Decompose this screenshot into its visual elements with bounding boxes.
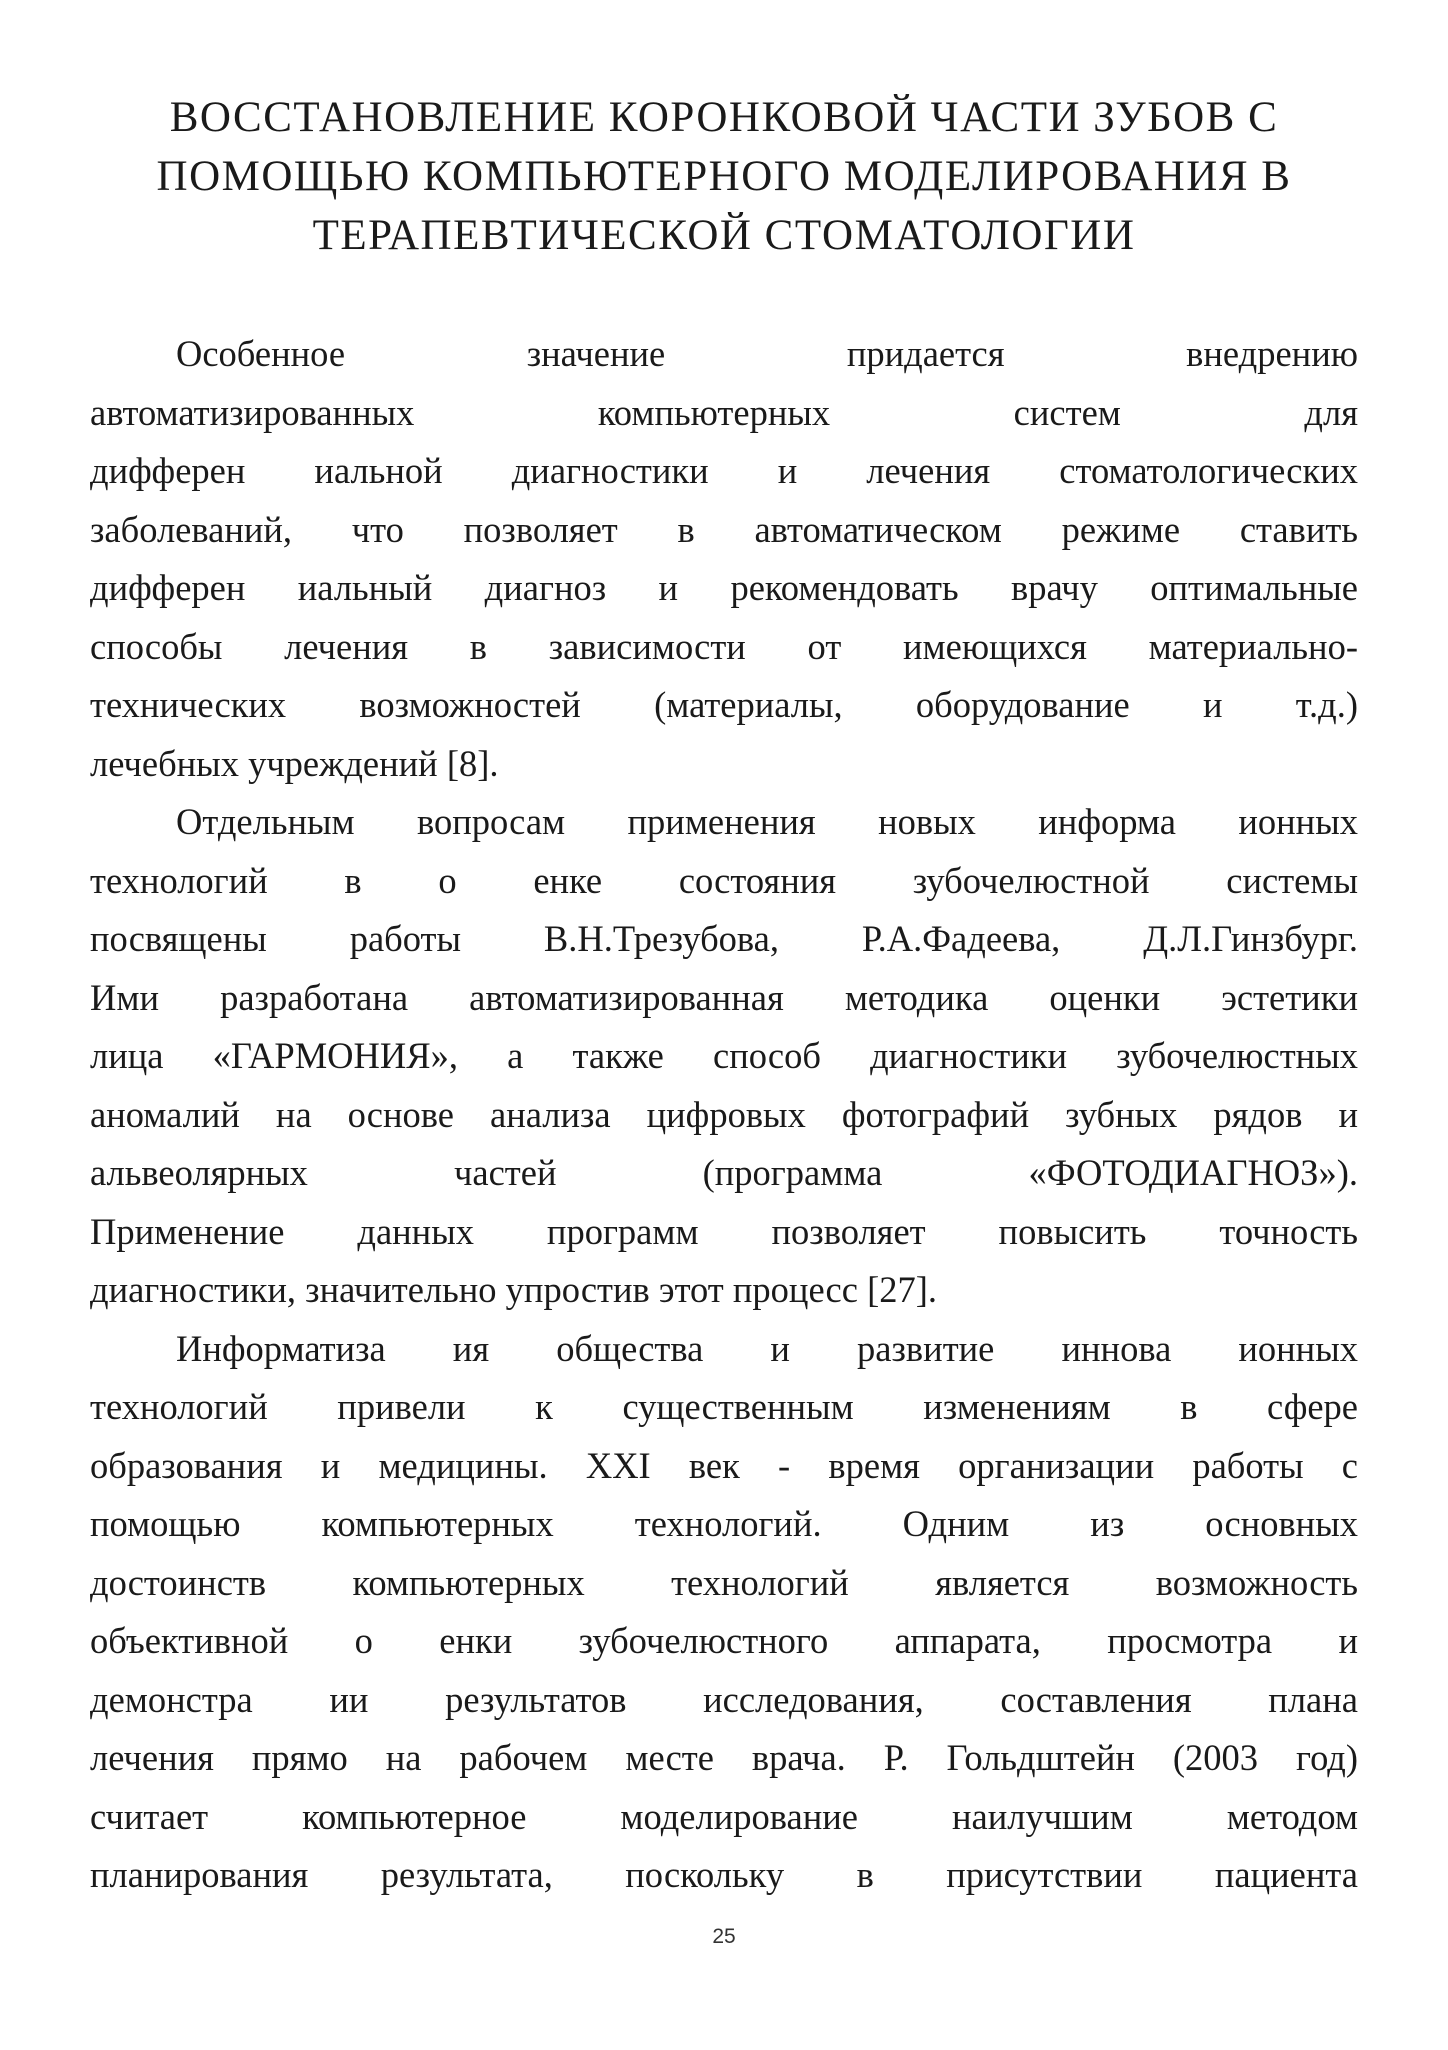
paragraph-2	[90, 793, 1358, 1320]
text-line: считает компьютерное моделирование наилучшим методом	[90, 1795, 1358, 1837]
text-line: технологий в о енке состояния зубочелюстной системы	[90, 859, 1358, 901]
text-line: Отдельным вопросам применения новых информа ионных	[176, 801, 1358, 842]
text-line: Особенное значение придается внедрению	[176, 333, 1358, 374]
text-line: технологий привели к существенным изменениям в сфере	[90, 1386, 1358, 1427]
text-line: образования и медицины. XXI век - время организации работы с	[90, 1444, 1358, 1486]
text-line: альвеолярных частей (программа «ФОТОДИАГНОЗ»).	[90, 1152, 1358, 1193]
title-line: ВОССТАНОВЛЕНИЕ КОРОНКОВОЙ ЧАСТИ ЗУБОВ С	[169, 94, 1279, 141]
text-line: диагностики, значительно упростив этот процесс [27].	[90, 1269, 938, 1310]
text-line: дифферен иальный диагноз и рекомендовать врачу оптимальные	[90, 567, 1358, 608]
title-line: ПОМОЩЬЮ КОМПЬЮТЕРНОГО МОДЕЛИРОВАНИЯ В	[156, 153, 1292, 200]
text-line: Применение данных программ позволяет повысить точность	[90, 1210, 1358, 1252]
text-line: способы лечения в зависимости от имеющихся материально-	[90, 625, 1358, 667]
page-number: 25	[712, 1925, 736, 1948]
text-line: посвящены работы В.Н.Трезубова, Р.А.Фадеева, Д.Л.Гинзбург.	[90, 918, 1358, 959]
text-line: заболеваний, что позволяет в автоматическом режиме ставить	[90, 508, 1358, 550]
document-title	[90, 88, 1358, 265]
text-line: лечебных учреждений [8].	[90, 742, 499, 784]
text-line: аномалий на основе анализа цифровых фотографий зубных рядов и	[90, 1093, 1358, 1135]
text-line: лица «ГАРМОНИЯ», а также способ диагностики зубочелюстных	[90, 1035, 1358, 1076]
body-text	[90, 325, 1358, 1905]
text-line: технических возможностей (материалы, оборудование и т.д.)	[90, 684, 1358, 725]
text-line: помощью компьютерных технологий. Одним из основных	[90, 1503, 1358, 1544]
title-line: ТЕРАПЕВТИЧЕСКОЙ СТОМАТОЛОГИИ	[312, 212, 1136, 259]
text-line: достоинств компьютерных технологий является возможность	[90, 1561, 1358, 1603]
text-line: объективной о енки зубочелюстного аппарата, просмотра и	[90, 1620, 1358, 1661]
paragraph-1	[90, 325, 1358, 793]
paragraph-3	[90, 1320, 1358, 1905]
text-line: демонстра ии результатов исследования, составления плана	[90, 1678, 1358, 1720]
text-line: Информатиза ия общества и развитие иннова ионных	[176, 1327, 1358, 1369]
text-line: дифферен иальной диагностики и лечения стоматологических	[90, 450, 1358, 491]
text-line: планирования результата, поскольку в присутствии пациента	[90, 1854, 1358, 1895]
text-line: лечения прямо на рабочем месте врача. Р. Гольдштейн (2003 год)	[90, 1737, 1358, 1778]
text-line: автоматизированных компьютерных систем для	[90, 391, 1358, 433]
text-line: Ими разработана автоматизированная методика оценки эстетики	[90, 976, 1358, 1018]
